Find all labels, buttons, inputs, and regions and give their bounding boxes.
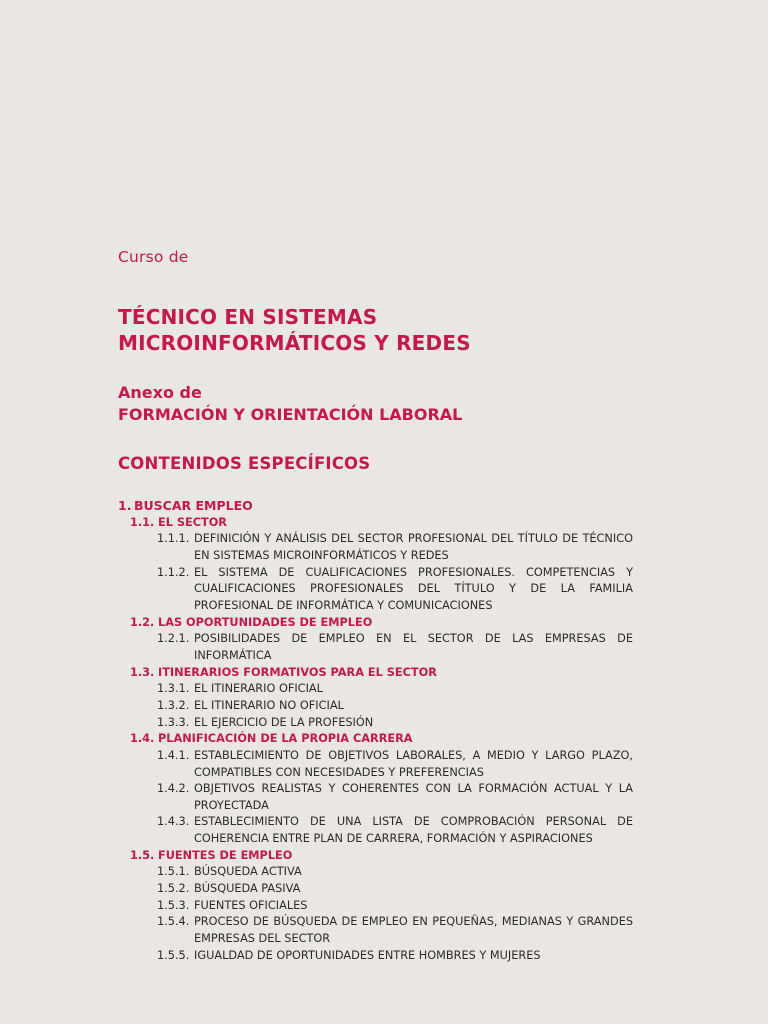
- toc-entry-text: POSIBILIDADES DE EMPLEO EN EL SECTOR DE LAS EMPRESAS DE INFORMÁTICA: [194, 632, 633, 662]
- toc-entry-level-2: [0, 515, 768, 532]
- toc-entry-number: 1.5.2.: [157, 882, 190, 896]
- section-heading: CONTENIDOS ESPECÍFICOS: [118, 454, 371, 473]
- toc-entry-text: EL EJERCICIO DE LA PROFESIÓN: [194, 715, 374, 729]
- toc-entry-level-2: [0, 665, 768, 682]
- toc-entry-level-3: [0, 631, 768, 664]
- toc-entry-number: 1.5.5.: [157, 948, 190, 962]
- annex-label: Anexo de: [118, 383, 202, 402]
- toc-entry-number: 1.3.1.: [157, 682, 190, 696]
- toc-entry-level-3: [0, 715, 768, 732]
- toc-entry-text: PLANIFICACIÓN DE LA PROPIA CARRERA: [158, 732, 413, 746]
- toc-entry-number: 1.1.: [130, 515, 155, 529]
- toc-entry-level-2: [0, 731, 768, 748]
- toc-entry-text: EL ITINERARIO NO OFICIAL: [194, 698, 344, 712]
- toc-entry-level-1: [0, 498, 768, 515]
- toc-entry-number: 1.2.1.: [157, 632, 190, 646]
- toc-entry-text: EL SISTEMA DE CUALIFICACIONES PROFESIONALES. COMPETENCIAS Y CUALIFICACIONES PROFESIONALES DEL TÍTULO Y DE LA FAMILIA PROFESIONAL DE INFORMÁTICA Y COMUNICACIONES: [194, 565, 633, 612]
- toc-entry-level-3: [0, 681, 768, 698]
- toc-entry-number: 1.4.1.: [157, 748, 190, 762]
- toc-entry-number: 1.1.2.: [157, 565, 190, 579]
- toc-entry-text: OBJETIVOS REALISTAS Y COHERENTES CON LA FORMACIÓN ACTUAL Y LA PROYECTADA: [194, 782, 633, 812]
- toc-entry-number: 1.5.: [130, 848, 155, 862]
- toc-entry-level-3: [0, 748, 768, 781]
- annex-block: [118, 382, 462, 426]
- toc-entry-text: BÚSQUEDA PASIVA: [194, 882, 301, 896]
- toc-entry-number: 1.5.3.: [157, 898, 190, 912]
- toc-entry-number: 1.1.1.: [157, 532, 190, 546]
- toc-entry-text: ESTABLECIMIENTO DE OBJETIVOS LABORALES, A MEDIO Y LARGO PLAZO, COMPATIBLES CON NECESIDADES Y PREFERENCIAS: [194, 748, 633, 779]
- toc-entry-level-2: [0, 848, 768, 865]
- toc-entry-number: 1.3.: [130, 665, 155, 679]
- toc-entry-level-3: [0, 948, 768, 965]
- toc-entry-level-3: [0, 698, 768, 715]
- toc-entry-level-2: [0, 615, 768, 632]
- toc-entry-text: EL SECTOR: [158, 515, 228, 529]
- toc-entry-text: PROCESO DE BÚSQUEDA DE EMPLEO EN PEQUEÑAS, MEDIANAS Y GRANDES EMPRESAS DEL SECTOR: [194, 915, 633, 946]
- toc-entry-text: FUENTES DE EMPLEO: [158, 848, 293, 862]
- toc-entry-number: 1.: [118, 498, 132, 513]
- toc-entry-number: 1.4.: [130, 732, 155, 746]
- toc-entry-number: 1.3.2.: [157, 698, 190, 712]
- toc-entry-number: 1.5.4.: [157, 915, 190, 929]
- toc-entry-number: 1.3.3.: [157, 715, 190, 729]
- toc-entry-level-3: [0, 881, 768, 898]
- toc-entry-text: IGUALDAD DE OPORTUNIDADES ENTRE HOMBRES Y MUJERES: [194, 948, 541, 962]
- toc-entry-level-3: [0, 531, 768, 564]
- toc-entry-number: 1.4.3.: [157, 815, 190, 829]
- toc-entry-text: LAS OPORTUNIDADES DE EMPLEO: [158, 615, 373, 629]
- course-title-line-1: TÉCNICO EN SISTEMAS: [118, 305, 378, 329]
- course-title-line-2: MICROINFORMÁTICOS Y REDES: [118, 331, 471, 355]
- toc-entry-text: ESTABLECIMIENTO DE UNA LISTA DE COMPROBACIÓN PERSONAL DE COHERENCIA ENTRE PLAN DE CARRERA, FORMACIÓN Y ASPIRACIONES: [194, 815, 633, 846]
- toc-entry-level-3: [0, 914, 768, 947]
- toc-entry-number: 1.2.: [130, 615, 155, 629]
- course-prefix: Curso de: [118, 248, 189, 266]
- toc-entry-text: BÚSQUEDA ACTIVA: [194, 865, 302, 879]
- toc-entry-text: DEFINICIÓN Y ANÁLISIS DEL SECTOR PROFESIONAL DEL TÍTULO DE TÉCNICO EN SISTEMAS MICROINFORMÁTICOS Y REDES: [194, 532, 633, 562]
- toc-entry-level-3: [0, 814, 768, 847]
- annex-title: FORMACIÓN Y ORIENTACIÓN LABORAL: [118, 405, 463, 424]
- course-title: [118, 304, 471, 356]
- toc-entry-number: 1.5.1.: [157, 865, 190, 879]
- toc-entry-text: ITINERARIOS FORMATIVOS PARA EL SECTOR: [158, 665, 437, 679]
- table-of-contents: [0, 498, 768, 964]
- toc-entry-level-3: [0, 781, 768, 814]
- toc-entry-text: BUSCAR EMPLEO: [134, 498, 253, 513]
- toc-entry-number: 1.4.2.: [157, 782, 190, 796]
- toc-entry-text: FUENTES OFICIALES: [194, 898, 308, 912]
- toc-entry-level-3: [0, 565, 768, 615]
- toc-entry-text: EL ITINERARIO OFICIAL: [194, 682, 323, 696]
- toc-entry-level-3: [0, 864, 768, 881]
- toc-entry-level-3: [0, 898, 768, 915]
